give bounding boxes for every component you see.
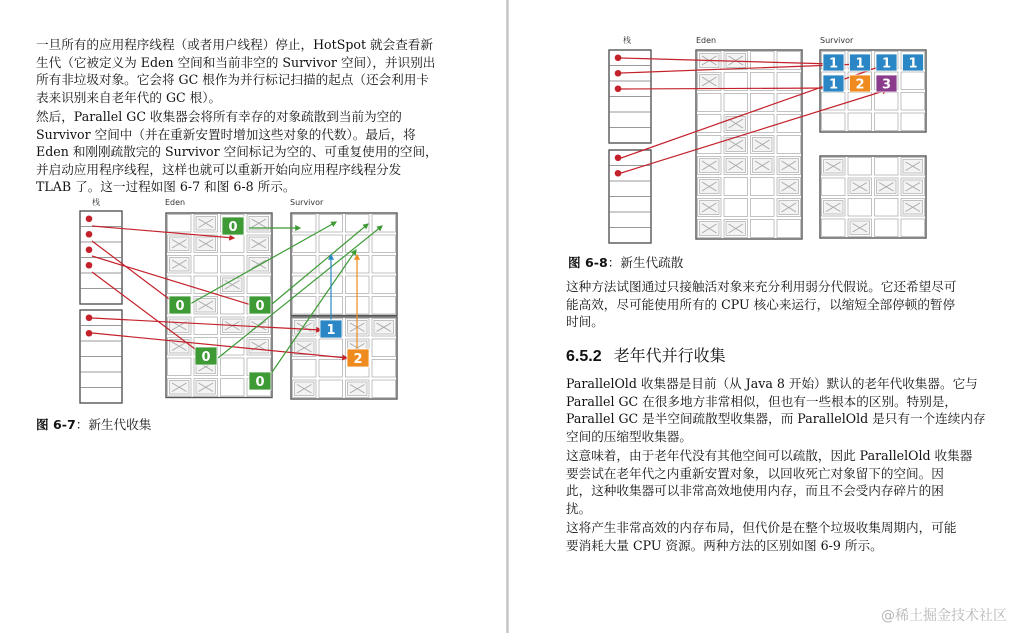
memory-cell bbox=[822, 178, 846, 196]
text-line: 扰。 bbox=[566, 500, 592, 516]
survivor-object-gen1-label: 1 bbox=[828, 56, 839, 72]
figure-6-7-caption bbox=[36, 414, 151, 433]
text-line: 时间。 bbox=[566, 314, 604, 330]
live-object-gen0-label: 0 bbox=[255, 299, 265, 314]
stack-label: 栈 bbox=[92, 198, 100, 207]
memory-cell bbox=[777, 220, 801, 238]
memory-cell bbox=[319, 360, 343, 378]
memory-cell bbox=[372, 297, 396, 315]
text-line: 这意味着，由于老年代没有其他空间可以疏散，因此 ParallelOld 收集器 bbox=[566, 448, 973, 463]
survivor-object-gen1-label: 1 bbox=[326, 323, 336, 338]
section-number: 6.5.2 bbox=[566, 348, 602, 365]
memory-cell bbox=[751, 199, 775, 217]
memory-cell bbox=[346, 235, 370, 253]
text-line: Parallel GC 是半空间疏散型收集器，而 ParallelOld 是只有一个连续内存 bbox=[566, 411, 986, 427]
survivor-object-gen1-label: 1 bbox=[828, 77, 839, 93]
text-line: 并启动应用程序线程，这样也就可以重新开始向应用程序线程分发 bbox=[36, 161, 402, 177]
memory-cell bbox=[372, 235, 396, 253]
memory-cell bbox=[293, 297, 317, 315]
memory-cell bbox=[822, 219, 846, 237]
memory-cell bbox=[875, 93, 899, 111]
text-line: 生代（它被定义为 Eden 空间和当前非空的 Survivor 空间），并识别出 bbox=[36, 54, 436, 70]
memory-cell bbox=[221, 256, 245, 274]
right-paragraph-3 bbox=[566, 447, 972, 517]
memory-cell bbox=[751, 94, 775, 112]
memory-cell bbox=[372, 215, 396, 233]
live-object-gen0-label: 0 bbox=[175, 299, 185, 314]
text-line: 能高效，尽可能使用所有的 CPU 核心来运行，以缩短全部停顿的暂停 bbox=[566, 296, 956, 312]
memory-cell bbox=[194, 317, 218, 335]
memory-cell bbox=[724, 94, 748, 112]
memory-cell bbox=[875, 199, 899, 217]
text-line: Survivor 空间中（并在重新安置时增加这些对象的代数）。最后，将 bbox=[36, 126, 416, 142]
text-line: 这将产生非常高效的内存布局，但代价是在整个垃圾收集周期内，可能 bbox=[566, 520, 957, 535]
memory-cell bbox=[293, 215, 317, 233]
stack-reference-dot bbox=[615, 170, 622, 177]
stack-reference-dot bbox=[615, 70, 622, 77]
memory-cell bbox=[751, 115, 775, 133]
survivor-object-gen1-label: 1 bbox=[855, 56, 865, 72]
text-line: Parallel GC 在很多地方非常相似，但也有一些根本的区别。特别是， bbox=[566, 393, 958, 409]
eden-label: Eden bbox=[696, 36, 717, 45]
memory-cell bbox=[319, 235, 343, 253]
text-line: 要消耗大量 CPU 资源。两种方法的区别如图 6-9 所示。 bbox=[566, 537, 883, 553]
memory-cell bbox=[822, 113, 846, 131]
text-line: ParallelOld 收集器是目前（从 Java 8 开始）默认的老年代收集器。它与 bbox=[566, 376, 978, 391]
survivor-object-gen2-label: 2 bbox=[353, 352, 363, 367]
memory-cell bbox=[221, 379, 245, 397]
memory-cell bbox=[372, 360, 396, 378]
memory-cell bbox=[875, 158, 899, 176]
stack-reference-dot bbox=[86, 314, 93, 321]
text-line: 这种方法试图通过只接触活对象来充分利用弱分代假说。它还希望尽可 bbox=[566, 279, 957, 294]
memory-cell bbox=[194, 256, 218, 274]
memory-cell bbox=[247, 276, 271, 294]
memory-cell bbox=[901, 93, 925, 111]
memory-cell bbox=[848, 199, 872, 217]
caption-number: 图 6-7 bbox=[36, 417, 76, 432]
figure-6-7-diagram bbox=[0, 0, 506, 410]
memory-cell bbox=[875, 219, 899, 237]
text-line: Eden 和刚刚疏散完的 Survivor 空间标记为空的、可重复使用的空间， bbox=[36, 144, 438, 160]
memory-cell bbox=[848, 113, 872, 131]
memory-cell bbox=[751, 220, 775, 238]
memory-cell bbox=[724, 199, 748, 217]
survivor-object-gen1-label: 1 bbox=[881, 56, 892, 72]
right-paragraph-2 bbox=[566, 375, 986, 445]
memory-cell bbox=[901, 113, 925, 131]
caption-text: ：新生代疏散 bbox=[607, 255, 684, 270]
memory-cell bbox=[724, 73, 748, 91]
memory-cell bbox=[346, 215, 370, 233]
memory-cell bbox=[168, 215, 192, 233]
watermark: @稀土掘金技术社区 bbox=[881, 608, 1007, 624]
stack-reference-dot bbox=[86, 262, 93, 269]
memory-cell bbox=[372, 276, 396, 294]
stack-label: 栈 bbox=[623, 36, 631, 45]
memory-cell bbox=[168, 358, 192, 376]
text-line: 要尝试在老年代之内重新安置对象，以回收死亡对象留下的空间。因 bbox=[566, 465, 944, 481]
survivor-object-gen1-label: 1 bbox=[908, 56, 918, 72]
memory-cell bbox=[319, 380, 343, 398]
survivor-label: Survivor bbox=[820, 36, 854, 45]
stack-reference-dot bbox=[86, 246, 93, 253]
live-object-gen0-label: 0 bbox=[255, 375, 265, 390]
caption-text: ：新生代收集 bbox=[75, 417, 152, 432]
live-object-gen0-label: 0 bbox=[228, 220, 238, 235]
memory-cell bbox=[293, 235, 317, 253]
survivor-label: Survivor bbox=[290, 198, 324, 207]
right-paragraph-4 bbox=[566, 519, 956, 554]
memory-cell bbox=[372, 380, 396, 398]
memory-cell bbox=[221, 358, 245, 376]
text-line: TLAB 了。这一过程如图 6-7 和图 6-8 所示。 bbox=[36, 179, 296, 195]
memory-cell bbox=[751, 178, 775, 196]
left-page bbox=[0, 0, 506, 633]
text-line: 然后，Parallel GC 收集器会将所有幸存的对象疏散到当前为空的 bbox=[36, 109, 402, 124]
stack-reference-dot bbox=[86, 330, 93, 337]
right-paragraph-1 bbox=[566, 278, 956, 331]
stack-reference-dot bbox=[86, 231, 93, 238]
stack-reference-dot bbox=[86, 215, 93, 222]
memory-cell bbox=[901, 72, 925, 90]
text-line: 一旦所有的应用程序线程（或者用户线程）停止，HotSpot 就会查看新 bbox=[36, 37, 433, 52]
memory-cell bbox=[372, 256, 396, 274]
right-page bbox=[509, 0, 1019, 633]
text-line: 所有非垃圾对象。它会将 GC 根作为并行标记扫描的起点（还会利用卡 bbox=[36, 72, 429, 88]
text-line: 表来识别来自老年代的 GC 根）。 bbox=[36, 89, 222, 105]
memory-cell bbox=[372, 339, 396, 357]
section-title: 老年代并行收集 bbox=[613, 346, 726, 365]
memory-cell bbox=[319, 339, 343, 357]
survivor-object-gen3-label: 3 bbox=[881, 77, 892, 93]
figure-6-8-caption bbox=[568, 252, 683, 271]
figure-6-8-diagram bbox=[509, 0, 1019, 250]
memory-cell bbox=[698, 94, 722, 112]
eden-label: Eden bbox=[165, 198, 186, 207]
stack-reference-dot bbox=[615, 154, 622, 161]
memory-cell bbox=[293, 360, 317, 378]
live-object-gen0-label: 0 bbox=[201, 350, 211, 365]
stack-reference-dot bbox=[615, 85, 622, 92]
stack-reference-dot bbox=[615, 54, 622, 61]
section-heading bbox=[566, 343, 726, 366]
survivor-object-gen2-label: 2 bbox=[855, 77, 865, 93]
memory-cell bbox=[901, 219, 925, 237]
text-line: 空间的压缩型收集器。 bbox=[566, 428, 692, 444]
text-line: 此，这种收集器可以非常高效地使用内存，而且不会受内存碎片的困 bbox=[566, 483, 944, 499]
memory-cell bbox=[698, 136, 722, 154]
memory-cell bbox=[848, 158, 872, 176]
memory-cell bbox=[777, 136, 801, 154]
memory-cell bbox=[724, 178, 748, 196]
memory-cell bbox=[875, 113, 899, 131]
caption-number: 图 6-8 bbox=[568, 255, 608, 270]
